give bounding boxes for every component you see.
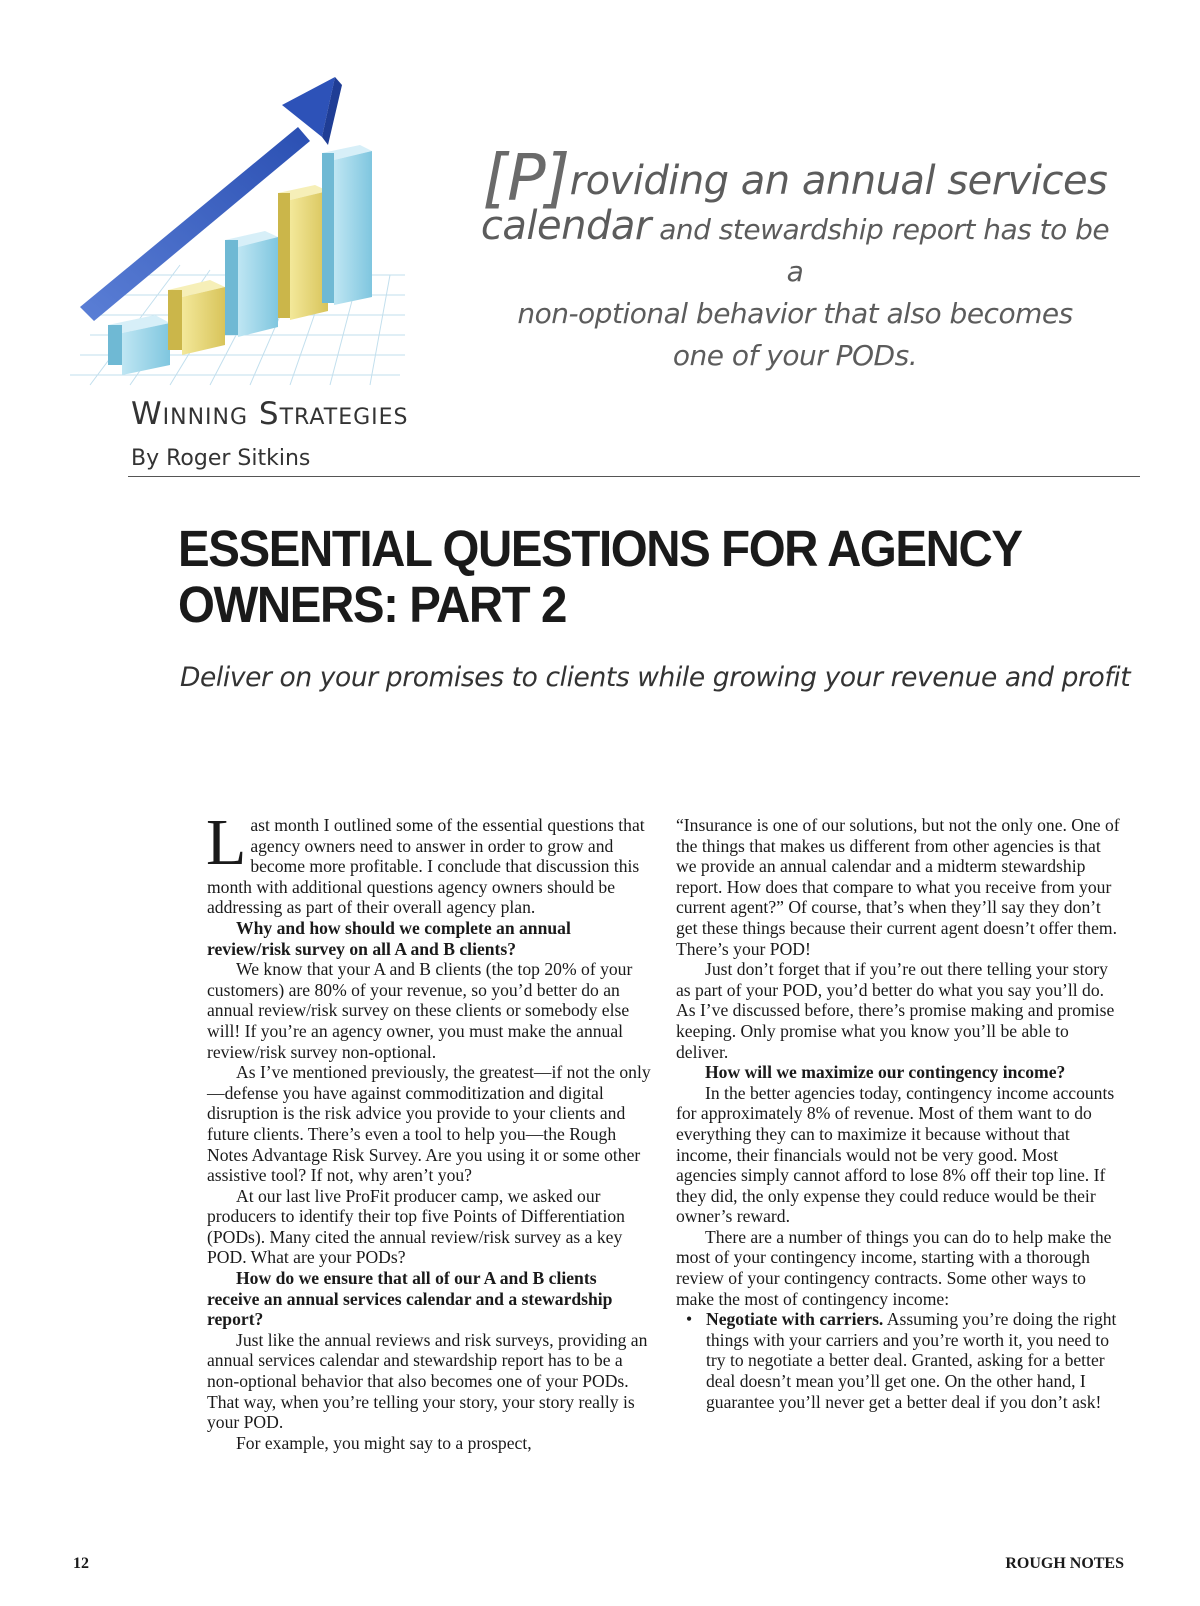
column-name: Winning Strategies xyxy=(131,396,409,432)
pull-quote-line-1: roviding an annual services xyxy=(569,158,1108,204)
byline: By Roger Sitkins xyxy=(131,446,311,471)
article-column-left xyxy=(206,806,652,1453)
list-item-lead: Negotiate with carriers. xyxy=(706,1309,884,1330)
bar-5 xyxy=(322,145,372,305)
headline: ESSENTIAL QUESTIONS FOR AGENCY OWNERS: PART 2 xyxy=(178,520,1021,633)
page-number: 12 xyxy=(73,1555,89,1572)
bar-2 xyxy=(168,280,225,355)
deck: Deliver on your promises to clients while growing your revenue and profit xyxy=(180,662,1131,693)
paragraph: At our last live ProFit producer camp, we asked our producers to identify their top five Points of Differentiation (PODs). Many cited the annual review/risk survey as a key POD. What are your PODs? xyxy=(207,1185,625,1268)
paragraph: We know that your A and B clients (the top 20% of your customers) are 80% of your revenue, so you’d better do an annual review/risk survey on these clients or somebody else will! If you’re an agency owner, you must make the annual review/risk survey non-optional. xyxy=(207,959,633,1062)
subhead: How do we ensure that all of our A and B clients receive an annual services calendar and a stewardship report? xyxy=(207,1268,613,1330)
paragraph xyxy=(206,806,652,918)
subhead: How will we maximize our contingency income? xyxy=(705,1062,1066,1083)
article-column-right xyxy=(676,815,1121,1412)
paragraph: “Insurance is one of our solutions, but not the only one. One of the things that makes us different from other agencies is that we provide an annual calendar and a midterm stewardship report. How does that compare to what you receive from your current agent?” Of course, that’s when they’ll say they don’t get these things because their current agent doesn’t offer them. There’s your POD! xyxy=(676,815,1120,959)
paragraph: For example, you might say to a prospect, xyxy=(236,1432,532,1453)
list-item xyxy=(686,1309,1121,1412)
section-divider xyxy=(128,476,1140,477)
bar-4 xyxy=(278,185,328,320)
publication-name: ROUGH NOTES xyxy=(1005,1555,1124,1572)
paragraph: There are a number of things you can do to help make the most of your contingency income, starting with a thorough review of your contingency contracts. Some other ways to make the most of contingency income: xyxy=(676,1226,1112,1309)
bar-1 xyxy=(108,315,170,375)
pull-quote-bracket-letter: [P] xyxy=(482,142,570,216)
bullet-icon: • xyxy=(686,1309,693,1330)
pull-quote-line-3: non-optional behavior that also becomes xyxy=(517,297,1073,330)
growth-chart-illustration xyxy=(60,75,420,395)
bar-3 xyxy=(225,231,278,337)
paragraph: Just like the annual reviews and risk surveys, providing an annual services calendar and stewardship report has to be a non-optional behavior that also becomes one of your PODs. That way, when you’re telling your story, your story really is your POD. xyxy=(207,1329,648,1433)
list-item-text: Assuming you’re doing the right things with your carriers and you’re worth it, you need to try to negotiate a better deal. Granted, asking for a better deal doesn’t mean you’ll get one. On the other hand, I guarantee you’ll never get a better deal if you don’t ask! xyxy=(706,1309,1117,1412)
subhead: Why and how should we complete an annual review/risk survey on all A and B clients? xyxy=(207,917,571,959)
pull-quote-emphasis: calendar xyxy=(480,203,651,249)
pull-quote-line-2: and stewardship report has to be a xyxy=(650,213,1110,288)
pull-quote-line-4: one of your PODs. xyxy=(672,339,918,372)
drop-cap: L xyxy=(206,806,247,879)
pull-quote xyxy=(470,142,1120,377)
paragraph: As I’ve mentioned previously, the greatest—if not the only—defense you have against commoditization and digital disruption is the risk advice you provide to your clients and future clients. There’s even a tool to help you—the Rough Notes Advantage Risk Survey. Are you using it or some other assistive tool? If not, why aren’t you? xyxy=(207,1062,651,1186)
paragraph-text: ast month I outlined some of the essential questions that agency owners need to answer in order to grow and become more profitable. I conclude that discussion this month with additional questions agency owners should be addressing as part of their overall agency plan. xyxy=(207,815,645,918)
paragraph: Just don’t forget that if you’re out there telling your story as part of your POD, you’d better do what you say you’ll do. As I’ve discussed before, there’s promise making and promise keeping. Only promise what you know you’ll be able to deliver. xyxy=(676,959,1115,1062)
paragraph: In the better agencies today, contingency income accounts for approximately 8% of revenue. Most of them want to do everything they can to maximize it because without that income, their financials would not be very good. Most agencies simply cannot afford to lose 8% off their top line. If they did, the only expense they could reduce would be their owner’s reward. xyxy=(676,1082,1115,1227)
